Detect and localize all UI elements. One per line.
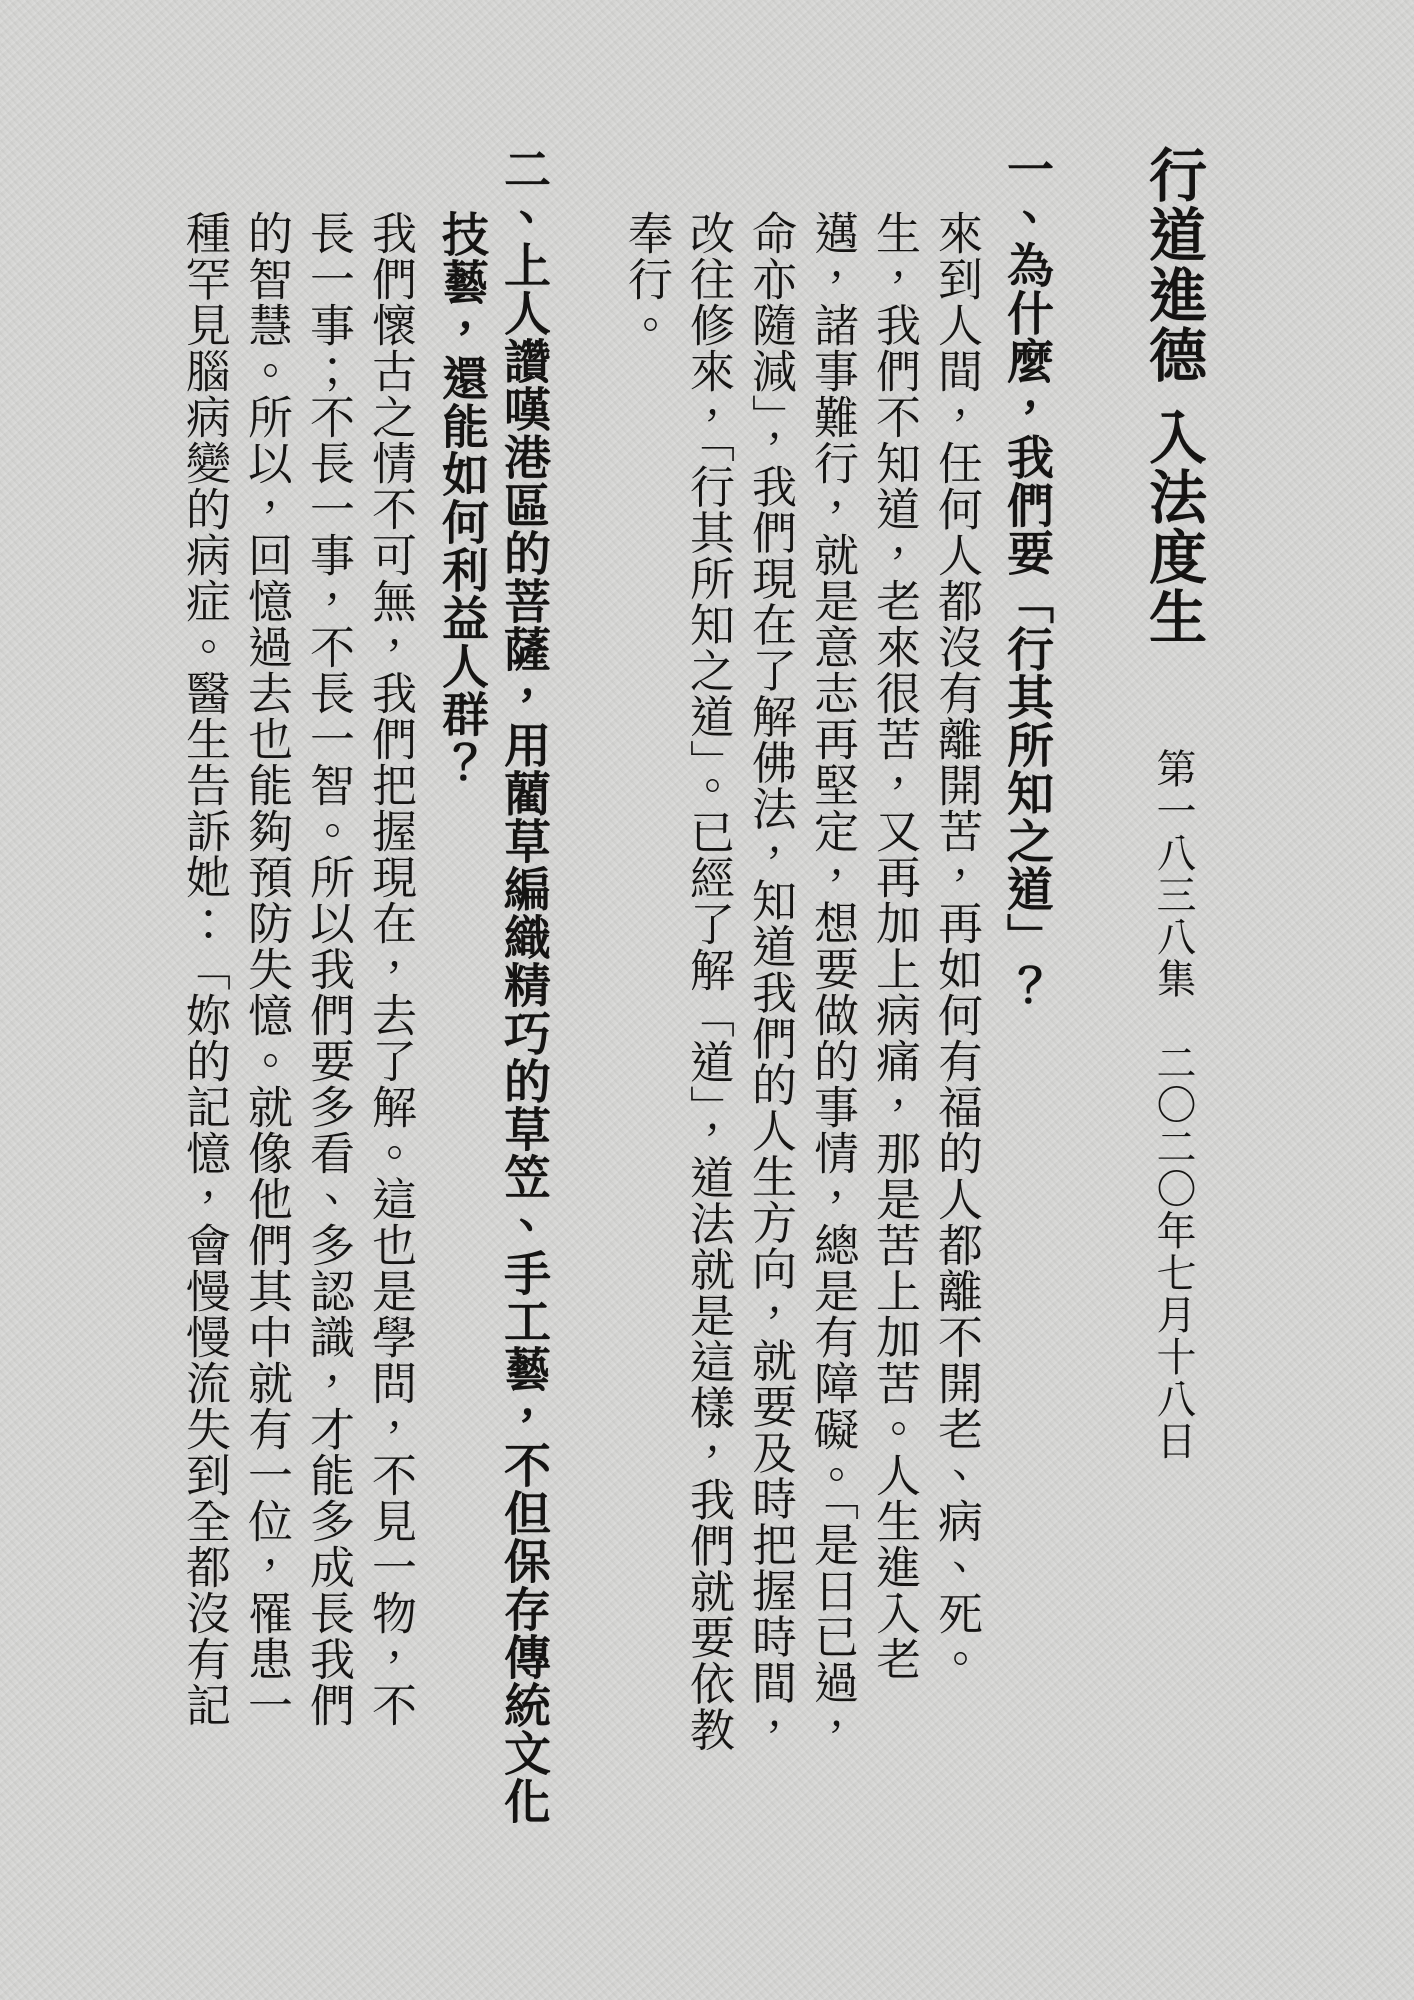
paragraph-line: 長一事；不長一事，不長一智。所以我們要多看、多認識，才能多成長我們 xyxy=(302,210,355,1728)
masthead-line xyxy=(1127,145,1219,1960)
paragraph-line: 我們懷古之情不可無，我們把握現在，去了解。這也是學問，不見一物，不 xyxy=(364,210,417,1728)
section-1-heading-line: 一、為什麼，我們要「行其所知之道」？ xyxy=(999,145,1054,1009)
section-2-paragraph xyxy=(173,145,421,1960)
section-2-heading-line: 技藝，還能如何利益人群？ xyxy=(434,210,489,786)
paragraph-line: 改往修來，「行其所知之道」。已經了解「道」，道法就是這樣，我們就要依教 xyxy=(682,210,735,1753)
paragraph-line: 邁，諸事難行，就是意志再堅定，想要做的事情，總是有障礙。「是日已過， xyxy=(806,210,859,1752)
paragraph-line: 的智慧。所以，回憶過去也能夠預防失憶。就像他們其中就有一位，罹患一 xyxy=(240,210,293,1728)
paragraph-line: 生，我們不知道，老來很苦，又再加上病痛，那是苦上加苦。人生進入老 xyxy=(868,210,921,1682)
masthead xyxy=(1127,145,1219,1960)
paragraph-line: 來到人間，任何人都沒有離開苦，再如何有福的人都離不開老、病、死。 xyxy=(930,210,983,1682)
paragraph-line: 奉行。 xyxy=(620,210,673,348)
section-2-heading xyxy=(430,145,554,1960)
page-title: 行道進德 入法度生 xyxy=(1139,145,1207,648)
episode-date: 第一八三八集 二〇二〇年七月十八日 xyxy=(1150,747,1196,1462)
section-1-heading xyxy=(995,145,1057,1960)
section-2-heading-line: 二、上人讚嘆港區的菩薩，用藺草編織精巧的草笠、手工藝，不但保存傳統文化 xyxy=(496,145,551,1825)
paragraph-line: 種罕見腦病變的病症。醫生告訴她：「妳的記憶，會慢慢流失到全都沒有記 xyxy=(178,210,231,1728)
paragraph-line: 命亦隨減」，我們現在了解佛法，知道我們的人生方向，就要及時把握時間， xyxy=(744,210,797,1752)
section-1-paragraph xyxy=(615,145,987,1960)
